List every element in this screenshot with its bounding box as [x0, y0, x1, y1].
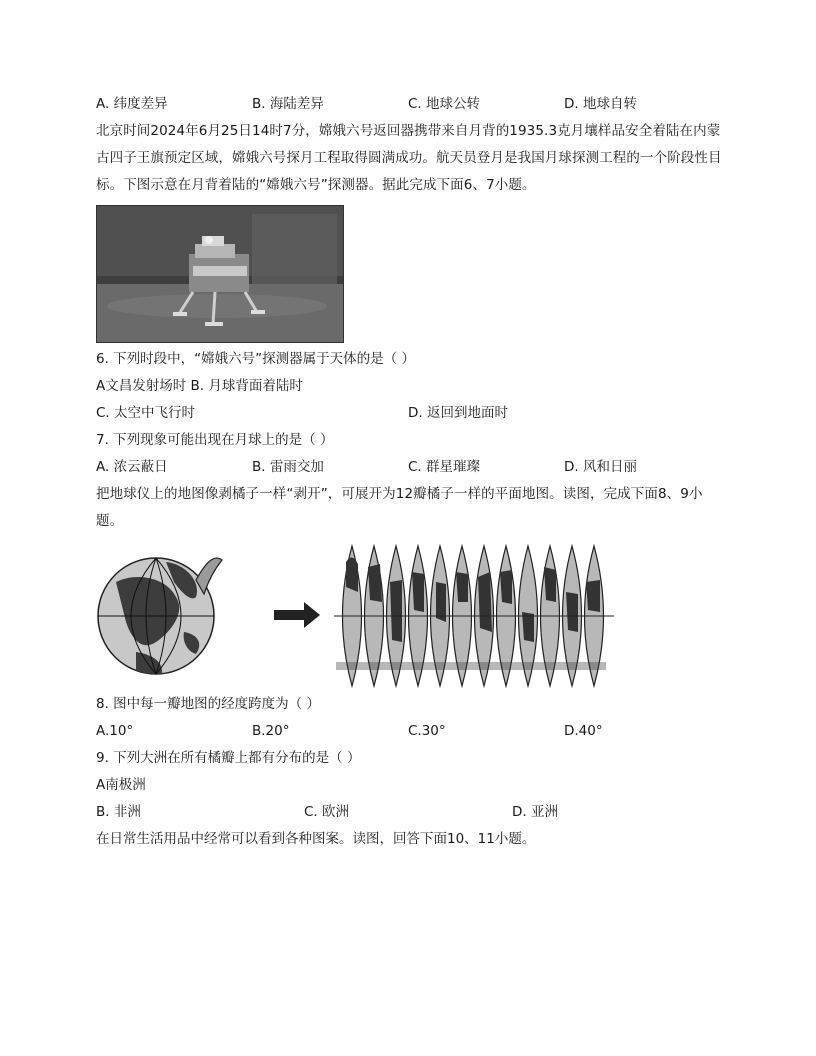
globe-icon: [98, 558, 222, 677]
q7-option-a: A. 浓云蔽日: [96, 459, 168, 475]
q5-option-a: A. 纬度差异: [96, 96, 168, 112]
passage-chang-e-6: 北京时间2024年6月25日14时7分，嫦娥六号返回器携带来自月背的1935.3克月壤样品安全着陆在内蒙古四子王旗预定区域，嫦娥六号探月工程取得圆满成功。航天员登月是我国月球探测工程的一个阶段性目标。下图示意在月背着陆的“嫦娥六号”探测器。据此完成下面6、7小题。: [96, 123, 722, 193]
q6-stem: 6. 下列时段中，“嫦娥六号”探测器属于天体的是（ ）: [96, 351, 415, 367]
globe-gores-figure: [96, 542, 616, 690]
q8-stem: 8. 图中每一瓣地图的经度跨度为（ ）: [96, 696, 320, 712]
q9-option-c: C. 欧洲: [304, 804, 350, 820]
q7-stem: 7. 下列现象可能出现在月球上的是（ ）: [96, 432, 334, 448]
q9-stem: 9. 下列大洲在所有橘瓣上都有分布的是（ ）: [96, 750, 361, 766]
q9-option-d: D. 亚洲: [512, 804, 558, 820]
q6-option-ab: A文昌发射场时 B. 月球背面着陆时: [96, 378, 303, 394]
passage-daily-patterns: 在日常生活用品中经常可以看到各种图案。读图，回答下面10、11小题。: [96, 831, 536, 847]
q8-option-b: B.20°: [252, 723, 290, 739]
q7-option-b: B. 雷雨交加: [252, 459, 324, 475]
q7-option-c: C. 群星璀璨: [408, 459, 481, 475]
q5-option-d: D. 地球自转: [564, 96, 637, 112]
q6-option-d: D. 返回到地面时: [408, 405, 508, 421]
q9-option-a: A南极洲: [96, 777, 146, 793]
lander-illustration: [97, 206, 343, 342]
q7-option-d: D. 风和日丽: [564, 459, 637, 475]
q5-option-c: C. 地球公转: [408, 96, 481, 112]
q9-option-b: B. 非洲: [96, 804, 141, 820]
q8-option-c: C.30°: [408, 723, 446, 739]
q8-option-d: D.40°: [564, 723, 603, 739]
q5-option-b: B. 海陆差异: [252, 96, 324, 112]
q6-option-c: C. 太空中飞行时: [96, 405, 196, 421]
passage-orange-peel-map: 把地球仪上的地图像剥橘子一样“剥开”，可展开为12瓣橘子一样的平面地图。读图，完成下面8、9小题。: [96, 486, 703, 529]
lander-photo: [96, 205, 344, 343]
arrow-right-icon: [274, 602, 320, 628]
q8-option-a: A.10°: [96, 723, 134, 739]
